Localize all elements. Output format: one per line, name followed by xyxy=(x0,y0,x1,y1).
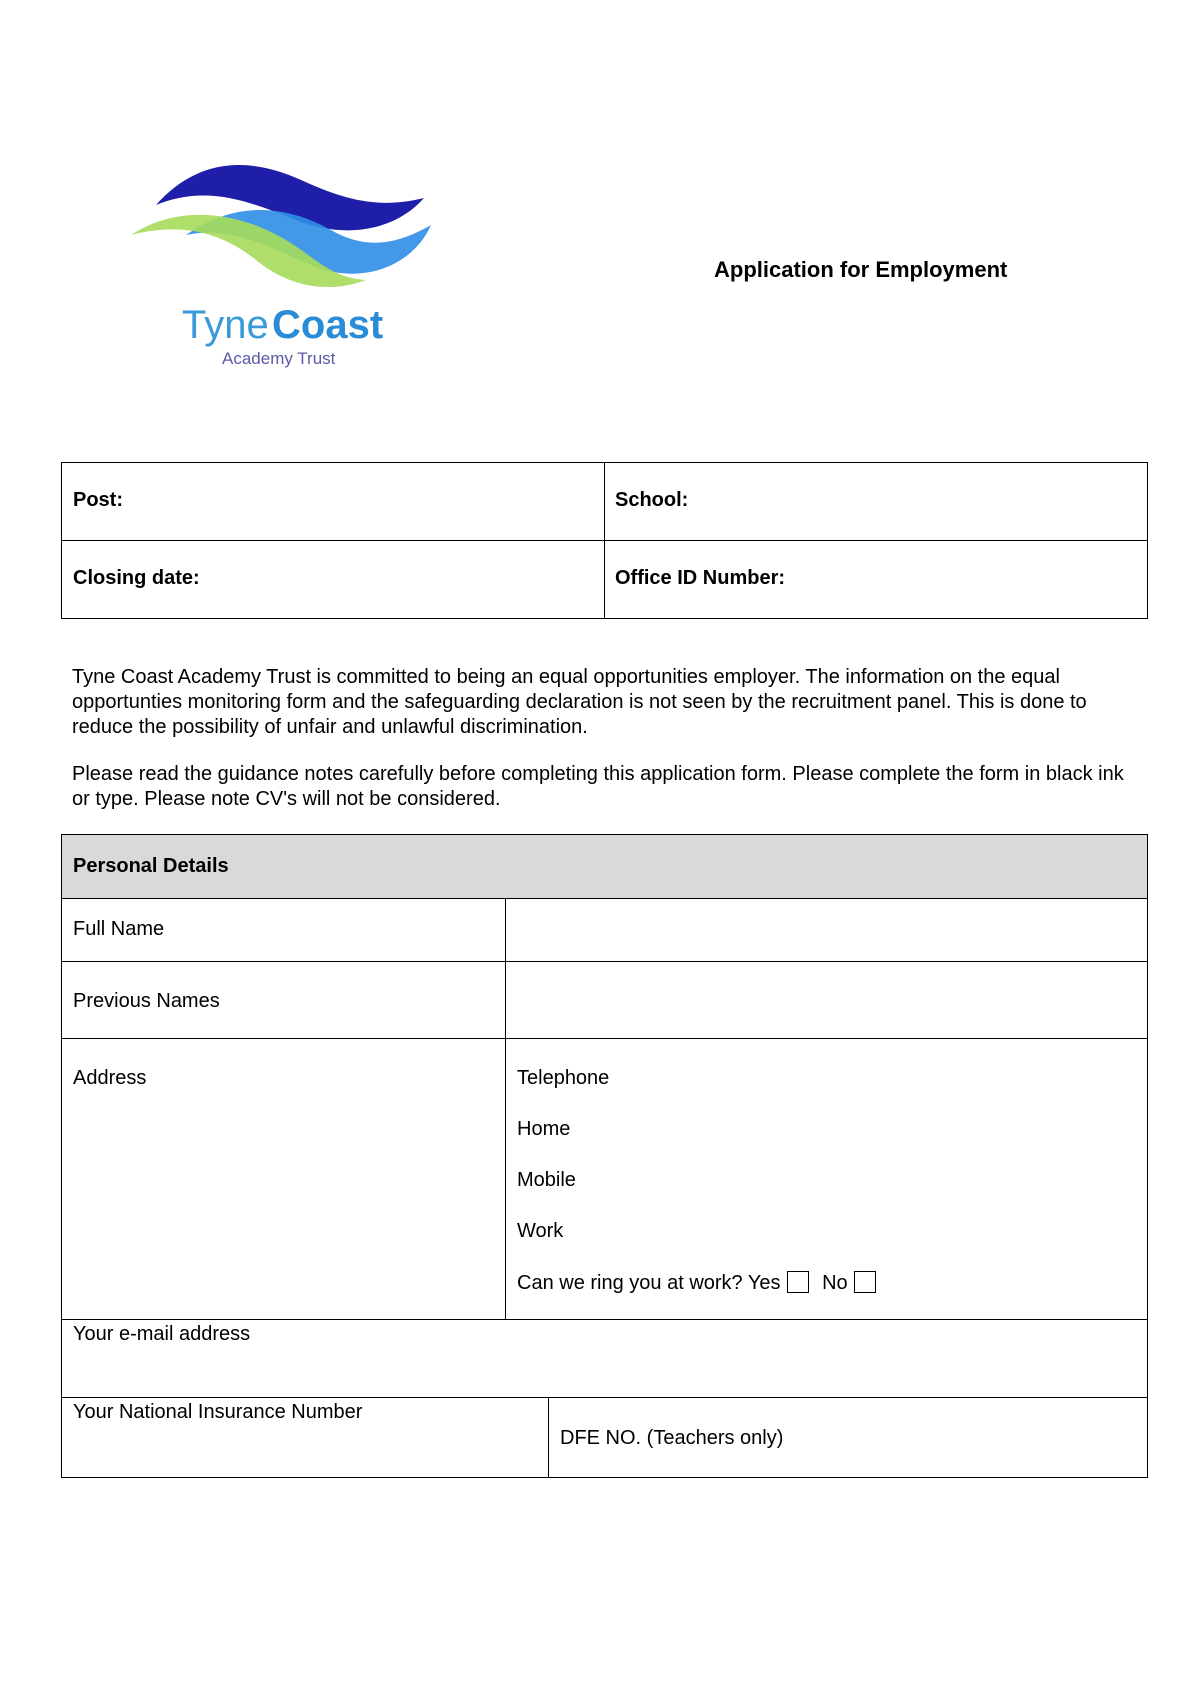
dfe-number-label: DFE NO. (Teachers only) xyxy=(560,1427,784,1449)
logo-text-coast: Coast xyxy=(272,303,384,347)
post-label: Post: xyxy=(73,489,123,511)
ni-number-label: Your National Insurance Number xyxy=(73,1401,363,1423)
email-label: Your e-mail address xyxy=(73,1323,251,1345)
personal-details-heading: Personal Details xyxy=(73,855,229,877)
work-phone-label: Work xyxy=(517,1220,564,1242)
address-label: Address xyxy=(73,1067,147,1089)
tyne-coast-logo xyxy=(126,160,436,370)
school-label: School: xyxy=(615,489,689,511)
home-phone-label: Home xyxy=(517,1118,571,1140)
ring-at-work-row xyxy=(517,1271,876,1295)
ring-at-work-question: Can we ring you at work? Yes xyxy=(517,1272,781,1294)
guidance-paragraph: Please read the guidance notes carefully before completing this application form. Please complete the form in black ink or type. Please note CV's will not be considered. xyxy=(72,763,1124,810)
ring-at-work-yes-checkbox[interactable] xyxy=(787,1271,809,1293)
office-id-label: Office ID Number: xyxy=(615,567,786,589)
job-info-table xyxy=(61,462,1148,619)
personal-details-table xyxy=(61,834,1148,1478)
logo-tagline: Academy Trust xyxy=(222,349,336,368)
ring-at-work-no-label: No xyxy=(822,1272,848,1294)
previous-names-label: Previous Names xyxy=(73,990,220,1012)
page-title: Application for Employment xyxy=(714,257,1008,282)
equal-opportunities-paragraph: Tyne Coast Academy Trust is committed to being an equal opportunities employer. The information on the equal opportunties monitoring form and the safeguarding declaration is not seen by the recruitment panel. This is done to reduce the possibility of unfair and unlawful discrimination. xyxy=(72,666,1087,738)
telephone-label: Telephone xyxy=(517,1067,610,1089)
ring-at-work-no-checkbox[interactable] xyxy=(854,1271,876,1293)
logo-text-tyne: Tyne xyxy=(182,303,269,347)
full-name-label: Full Name xyxy=(73,918,165,940)
mobile-phone-label: Mobile xyxy=(517,1169,576,1191)
closing-date-label: Closing date: xyxy=(73,567,200,589)
